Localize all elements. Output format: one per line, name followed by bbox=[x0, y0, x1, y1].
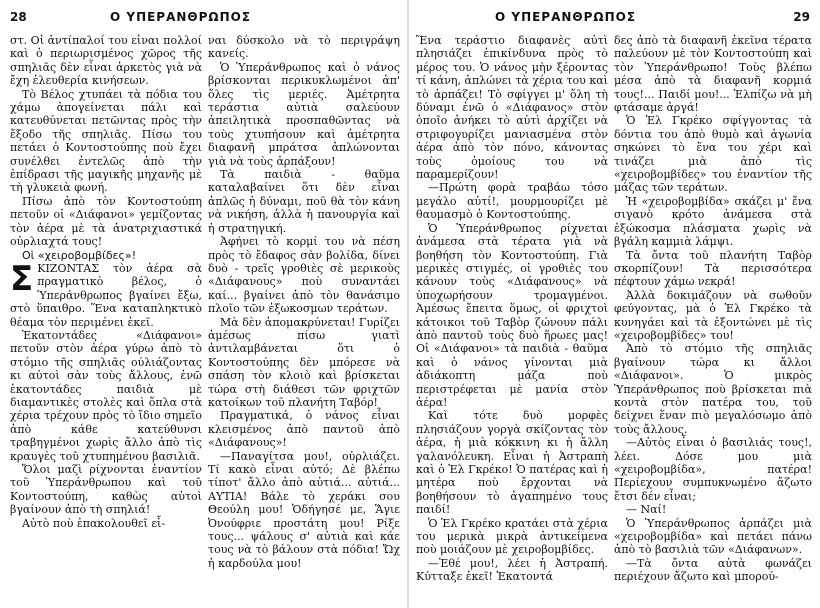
paragraph: ναι δύσκολο νὰ τὸ περιγράψη κανείς. bbox=[208, 34, 400, 61]
paragraph: —Παναγίτσα μου!, οὐρλιάζει. Τί κακὸ εἶναι αὐτό; Δὲ βλέπω τίποτ' ἄλλο ἀπὸ αὐτιά... αὐτιά... ΑΥΤΙΑ! Βάλε τὸ χεράκι σου Θεούλη μου! Ὁδήγησέ με, Ἅγιε Ὀνούφριε προστάτη μου! Ρίξε τους... ψάλους σ' αὐτιὰ καὶ κάε τους νὰ τὸ βάλουν στὰ πόδια! Ὤχ ἡ καρδούλα μου! bbox=[208, 449, 400, 570]
paragraph: Ὁ Ἑλ Γκρέκο σφίγγοντας τὰ δόντια του ἀπὸ θυμὸ καὶ ἀγωνία σηκώνει τὸ ἕνα του χέρι καὶ τινάζει μιὰ ἀπὸ τὶς «χειροβομβίδες» του ἐναντίον τῆς μάζας τῶν τεράτων. bbox=[614, 114, 812, 195]
paragraph: Καὶ τότε δυὸ μορφὲς πλησιάζουν γοργὰ σκίζοντας τὸν ἀέρα, ἡ μιὰ κόκκινη κι ἡ ἄλλη γαλανόλευκη. Εἶναι ἡ Ἀστραπὴ καὶ ὁ Ἑλ Γκρέκο! Ὁ πατέρας καὶ ἡ μητέρα ποὺ ἔρχονται νὰ βοηθήσουν τὸ ἀγαπημένο τους παιδί! bbox=[416, 409, 608, 517]
paragraph: Μὰ δὲν ἀπομακρύνεται! Γυρίζει ἀμέσως πίσω γιατὶ ἀντιλαμβάνεται ὅτι ὁ Κοντοστούπης δὲν μπόρεσε νὰ σπάση τὸν κλοιὸ καὶ βρίσκεται τώρα στὴ διάθεσι τῶν φριχτῶν κατοίκων τοῦ πλανήτη Ταβόρ! bbox=[208, 315, 400, 409]
paragraph: Τὰ ὄντα τοῦ πλανήτη Ταβὸρ σκορπίζουν! Τὰ περισσότερα πέφτουν χάμω νεκρά! bbox=[614, 248, 812, 289]
page-header bbox=[0, 10, 410, 28]
paragraph: στ. Οἱ ἀντίπαλοί του εἶναι πολλοί καὶ ὁ περιωρισμένος χῶρος τῆς σπηλιᾶς δὲν εἶναι ἀρκετὸς γιὰ νὰ ἔχη ἐλευθερία κινήσεων. bbox=[10, 34, 202, 88]
page-number: 28 bbox=[10, 10, 27, 24]
paragraph: —Ἐθέ μου!, λέει ἡ Ἀστραπή. Κύτταξε ἐκεῖ! Ἑκατοντά bbox=[416, 556, 608, 584]
paragraph: Αὐτὸ ποὺ ἐπακολουθεῖ εἶ- bbox=[22, 516, 166, 530]
running-title: Ο ΥΠΕΡΑΝΘΡΩΠΟΣ bbox=[110, 10, 252, 24]
text-column bbox=[416, 34, 608, 608]
page-number: 29 bbox=[793, 10, 810, 24]
paragraph: Πραγματικά, ὁ νάνος εἶναι κλεισμένος ἀπὸ παντοῦ ἀπὸ «Διάφανους»! bbox=[208, 409, 400, 450]
paragraph: Ὁ Ὑπεράνθρωπος καὶ ὁ νάνος βρίσκονται περικυκλωμένοι ἀπ' ὅλες τὶς μεριές. Ἀμέτρητα τεράστια αὐτιὰ σαλεύουν ἀπειλητικὰ προσπαθῶντας νὰ τοὺς χτυπήσουν καὶ ἀμέτρητα διαφανῆ μπράτσα ἁπλώνονται γιὰ νὰ τοὺς ἁρπάξουν! bbox=[208, 60, 400, 168]
paragraph: Τὰ παιδιὰ - θαῦμα καταλαβαίνει ὅτι δὲν εἶναι ἁπλῶς ἡ δύναμι, ποῦ θὰ τὸν κάνη νὰ νικήση, ἀλλὰ ἡ πανουργία καὶ ἡ στρατηγική. bbox=[208, 168, 400, 235]
paragraph: Ὅλοι μαζὶ ρίχνονται ἐναντίον τοῦ Ὑπεράνθρωπου καὶ τοῦ Κοντοστούπη, καθὼς αὐτοὶ βγαίνουν ἀπὸ τὴ σπηλιά! bbox=[10, 463, 202, 517]
paragraph: Ὁ Ἑλ Γκρέκο κρατάει στὰ χέρια του μερικὰ μικρὰ ἀντικείμενα ποὺ μοιάζουν μὲ χειροβομβίδες. bbox=[416, 516, 608, 557]
paragraph: Ἀφήνει τὸ κορμί του νὰ πέση πρὸς τὸ ἔδαφος σὰν βολίδα, δίνει δυὸ - τρεῖς γροθιὲς σὲ μερικοὺς «Διάφανους» ποὺ συναντάει καί... βγαίνει ἀπὸ τὸν θανάσιμο πλοῖο τῶν ἐξωκοσμων τεράτων. bbox=[208, 235, 400, 316]
paragraph: Ἡ «χειροβομβίδα» σκάζει μ' ἕνα σιγανὸ κρότο ἀνάμεσα στὰ ἐξώκοσμα πλάσματα χωρὶς νὰ βγάλη καμμιὰ λάμψι. bbox=[614, 194, 812, 249]
paragraph: Ὁ Ὑπεράνθρωπος ρίχνεται ἀνάμεσα στὰ τέρατα γιὰ νὰ βοηθήση τὸν Κοντοστούπη. Γιὰ μερικὲς στιγμές, οἱ γροθιὲς του κάνουν τοὺς «Διάφανους» νὰ ὑποχωρήσουν τρομαγμένοι. Ἀμέσως ἔπειτα ὅμως, οἱ φριχτοὶ κάτοικοι τοῦ Ταβὸρ ζώνουν πάλι ἀπὸ παντοῦ τοὺς δυὸ ἥρωες μας! Οἱ «Διάφανοι» τὰ παιδιὰ - θαῦμα καὶ ὁ νάνος γίνονται μιὰ ἀδιάκοπτη μάζα ποὺ περιστρέφεται μὲ μανία στὸν ἀέρα! bbox=[416, 221, 608, 409]
paragraph: δες ἀπὸ τὰ διαφανῆ ἐκεῖνα τέρατα παλεύουν μὲ τὸν Κοντοστούπη καὶ τὸν Ὑπεράνθρωπο! Τοὺς βλέπω μέσα ἀπὸ τὰ διαφανῆ κορμιά τους!... Παιδί μου!... Ἐλπίζω νὰ μὴ φτάσαμε ἀργά! bbox=[614, 34, 812, 115]
paragraph: Ὁ Ὑπεράνθρωπος ἁρπάζει μιὰ «χειροβομβίδα» καὶ πετάει πάνω ἀπὸ τὸ βασιλιὰ τῶν «Διάφανων». bbox=[614, 516, 812, 557]
text-column bbox=[208, 34, 400, 608]
section-subheading: Οἱ «χειροβομβίδες»! bbox=[22, 248, 137, 262]
text-column bbox=[10, 34, 202, 608]
paragraph-text: ΚΙΖΟΝΤΑΣ τὸν ἀέρα σὰ πραγματικὸ βέλος, ὁ Ὑπεράνθρωπος βγαίνει ἔξω, στὸ ὕπαιθρο. Ἕνα καταπληκτικὸ θέαμα τὸν περιμένει ἐκεῖ. bbox=[10, 261, 202, 329]
paragraph: Ἑκατοντάδες «Διάφανοι» πετοῦν στὸν ἀέρα γύρω ἀπὸ τὸ στόμιο τῆς σπηλιᾶς ούλιάζοντας κι αὐτοὶ σὰν τοὺς ἄλλους, ἐνῶ ἑκατοντάδες παιδιὰ μὲ διαμαντικὲς στολὲς καὶ ὅπλα στὰ χέρια τρέχουν πρὸς τὸ ἴδιο σημεῖο ἀπὸ κάθε κατεύθυνσι τραβηγμένοι χωρὶς ἄλλο ἀπὸ τὶς κραυγὲς τοῦ χτυπημένου βασιλιᾶ. bbox=[10, 328, 202, 463]
paragraph: — Ναί! bbox=[626, 503, 667, 517]
paragraph-with-dropcap bbox=[10, 258, 202, 329]
text-column bbox=[614, 34, 812, 608]
paragraph: Πίσω ἀπὸ τὸν Κοντοστούπη πετοῦν οἱ «Διάφανοι» γεμίζοντας τὸν ἀέρα μὲ τὰ ἀνατριχιαστικά οὐρλιαχτά τους! bbox=[10, 194, 202, 249]
paragraph: Ἀλλὰ δοκιμάζουν νὰ σωθοῦν φεύγοντας, μὰ ὁ Ἑλ Γκρέκο τὰ κυνηγάει καὶ τὰ ἐξοντώνει μὲ τὶς «χειροβομβίδες» του! bbox=[614, 288, 812, 342]
paragraph: —Τὰ ὄντα αὐτὰ φωνάζει περιέχουν ἄζωτο καὶ μπορού- bbox=[614, 556, 812, 584]
paragraph: Τὸ Βέλος χτυπάει τὰ πόδια του χάμω ἀπογείνεται πάλι καὶ κατευθύνεται πετῶντας πρὸς τὴν ἔξοδο τῆς σπηλιᾶς. Πίσω του πετάει ὁ Κοντοστούπης ποὺ ἔχει συνέλθει ἐντελῶς ἀπὸ τὴν ἐπίδρασι τῆς μαγικῆς μηχανῆς μὲ τὴ γλυκειὰ φωνή. bbox=[10, 87, 202, 195]
paragraph: Ἀπὸ τὸ στόμιο τῆς σπηλιᾶς βγαίνουν τώρα κι ἄλλοι «Διάφανοι». Ὁ μικρὸς Ὑπεράνθρωπος ποὺ βρίσκεται πιὰ κοντὰ στὸν πατέρα του, τοῦ δείχνει ἕναν πιὸ μεγαλόσωμο ἀπὸ τοὺς ἄλλους. bbox=[614, 342, 812, 436]
page-gutter bbox=[407, 0, 409, 608]
drop-cap: Σ bbox=[10, 258, 34, 299]
running-title: Ο ΥΠΕΡΑΝΘΡΩΠΟΣ bbox=[495, 10, 637, 24]
page-header bbox=[410, 10, 820, 28]
paragraph: —Αὐτὸς εἶναι ὁ βασιλιάς τους!, λέει. Δόσε μου μιὰ «χειροβομβίδα», πατέρα! Περίεχουν συμπυκνωμένο ἄζωτο ἔτσι δέν εἶναι; bbox=[614, 436, 812, 503]
right-page bbox=[410, 0, 820, 608]
paragraph: Ἕνα τεράστιο διαφανὲς αὐτὶ πλησιάζει ἐπικίνδυνα πρὸς τὸ μέρος του. Ὁ νάνος μὴν ξέροντας τί κάνη, ἁπλώνει τὰ χέρια του καὶ τὸ ἁρπάζει! Τὸ σφίγγει μ' ὅλη τὴ δύναμι ἐνῶ ὁ «Διάφανος» στὸν ὁποῖο ἀνήκει τὸ αὐτὶ ἀρχίζει νὰ στριφογυρίζει μανιασμένα στὸν ἀέρα ἀπὸ τὸν πόνο, κάνοντας τοὺς ὁμοίους του νὰ παραμερίζουν! bbox=[416, 34, 608, 182]
paragraph: —Πρώτη φορὰ τραβάω τόσο μεγάλο αὐτί!, μουρμουρίζει μὲ θαυμασμὸ ὁ Κοντοστούπης. bbox=[416, 181, 608, 222]
